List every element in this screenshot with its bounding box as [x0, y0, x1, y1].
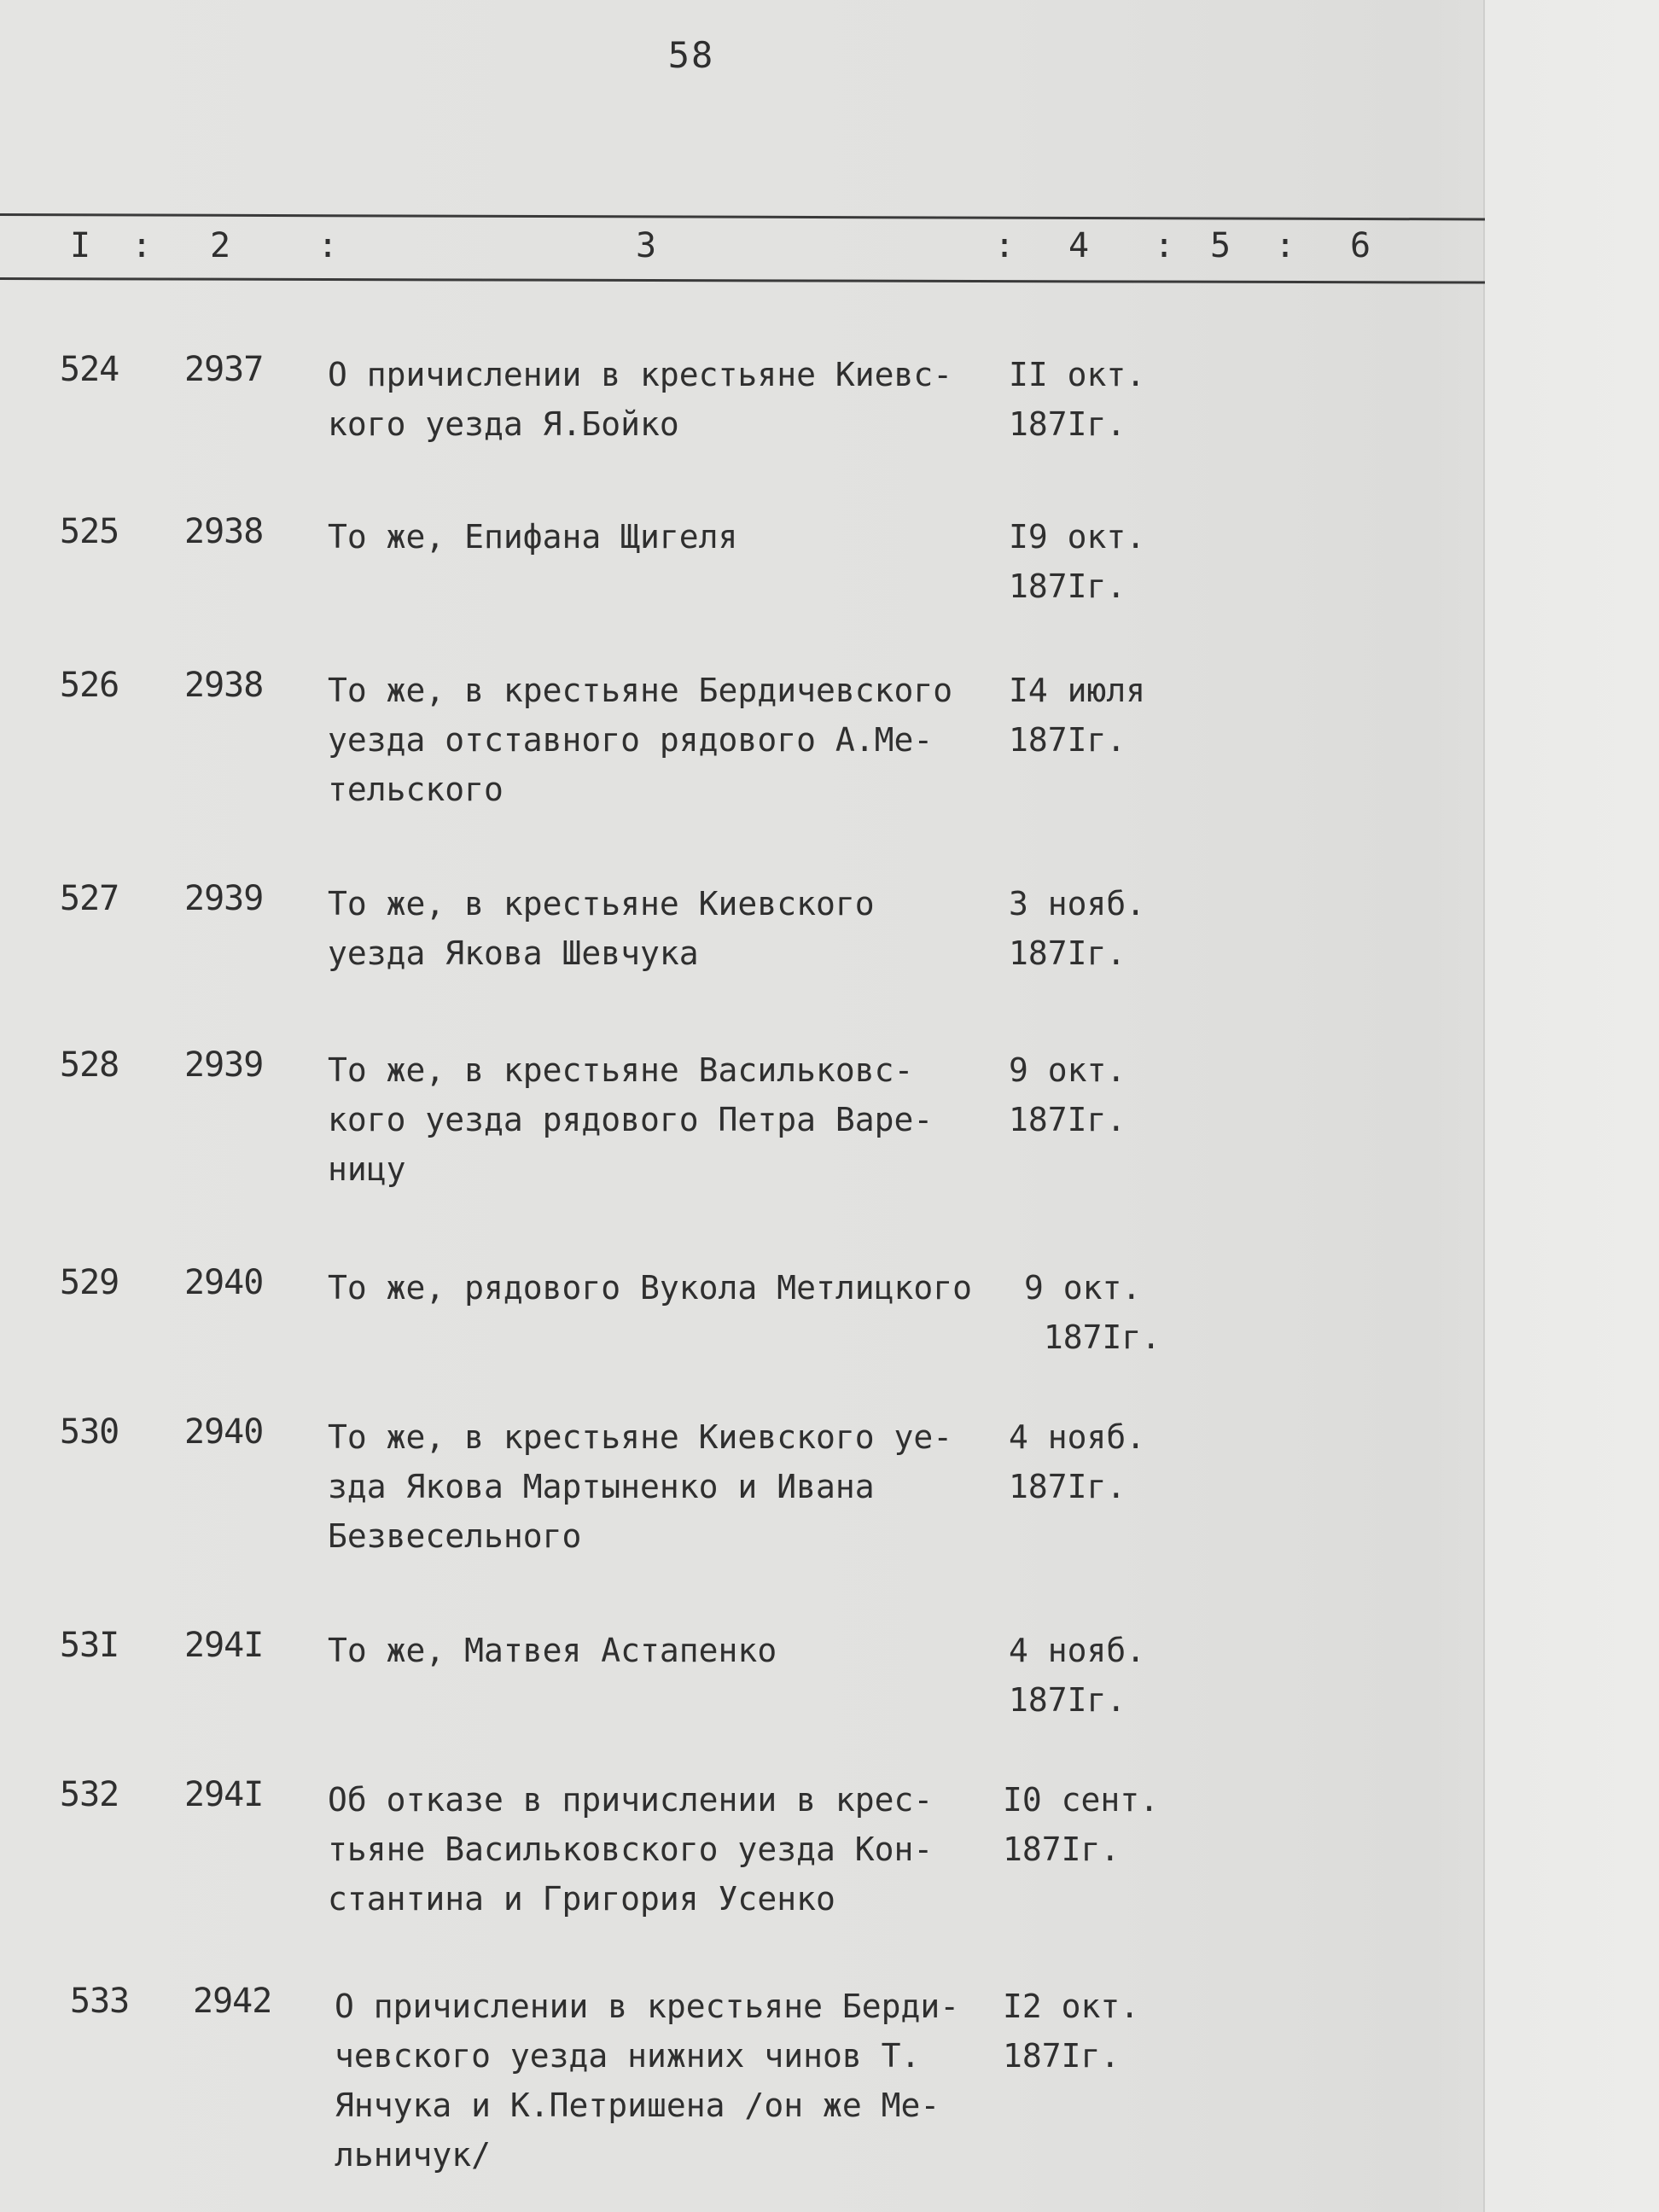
header-top-rule [0, 213, 1485, 220]
entry-date: II окт. 187Iг. [1009, 356, 1146, 443]
column-header-2: 2 [210, 226, 231, 265]
entry-reference: 2940 [184, 1263, 264, 1302]
column-separator: : [131, 226, 153, 265]
column-separator: : [1154, 226, 1175, 265]
entry-description: О причислении в крестьяне Берди- чевского уезда нижних чинов Т. Янчука и К.Петришена /он же Ме- льничук/ [335, 1988, 960, 2174]
entry-number: 528 [60, 1045, 119, 1085]
entry-date: 3 нояб. 187Iг. [1009, 885, 1146, 972]
entry-reference: 294I [184, 1626, 264, 1665]
entry-description: Об отказе в причислении в крес- тьяне Васильковского уезда Кон- стантина и Григория Усенко [328, 1781, 934, 1918]
entry-reference: 294I [184, 1775, 264, 1814]
entry-date: I9 окт. 187Iг. [1009, 518, 1146, 605]
entry-number: 524 [60, 350, 119, 389]
entry-number: 533 [70, 1982, 130, 2021]
entry-number: 526 [60, 666, 119, 705]
entry-description: То же, Матвея Астапенко [328, 1632, 777, 1669]
entry-date: I0 сент. 187Iг. [1003, 1781, 1160, 1868]
column-header-3: 3 [636, 226, 657, 265]
entry-number: 532 [60, 1775, 119, 1814]
column-header-4: 4 [1068, 226, 1090, 265]
entry-date: 9 окт. 187Iг. [1024, 1269, 1161, 1356]
column-header-5: 5 [1210, 226, 1231, 265]
entry-number: 525 [60, 512, 119, 551]
entry-date: 9 окт. 187Iг. [1009, 1051, 1126, 1138]
entry-description: То же, в крестьяне Васильковс- кого уезда рядового Петра Варе- ницу [328, 1051, 934, 1188]
entry-date: I4 июля 187Iг. [1009, 672, 1146, 759]
entry-reference: 2940 [184, 1412, 264, 1452]
entry-reference: 2939 [184, 879, 264, 918]
entry-date: 4 нояб. 187Iг. [1009, 1632, 1146, 1719]
entry-description: О причислении в крестьяне Киевс- кого уезда Я.Бойко [328, 356, 953, 443]
entry-reference: 2939 [184, 1045, 264, 1085]
entry-description: То же, Епифана Щигеля [328, 518, 738, 556]
page-number: 58 [667, 34, 715, 76]
entry-number: 53I [60, 1626, 119, 1665]
entry-description: То же, в крестьяне Бердичевского уезда отставного рядового А.Ме- тельского [328, 672, 953, 808]
column-separator: : [994, 226, 1016, 265]
entry-reference: 2937 [184, 350, 264, 389]
entry-number: 530 [60, 1412, 119, 1452]
page-margin [1483, 0, 1659, 2212]
entry-date: 4 нояб. 187Iг. [1009, 1418, 1146, 1505]
entry-reference: 2938 [184, 512, 264, 551]
entry-description: То же, рядового Вукола Метлицкого [328, 1269, 972, 1307]
column-separator: : [317, 226, 339, 265]
entry-number: 529 [60, 1263, 119, 1302]
column-header-6: 6 [1350, 226, 1371, 265]
header-bottom-rule [0, 277, 1485, 284]
column-header-1: I [70, 226, 91, 265]
entry-description: То же, в крестьяне Киевского уезда Якова Шевчука [328, 885, 875, 972]
entry-reference: 2938 [184, 666, 264, 705]
entry-number: 527 [60, 879, 119, 918]
entry-reference: 2942 [193, 1982, 272, 2021]
entry-date: I2 окт. 187Iг. [1003, 1988, 1140, 2075]
column-separator: : [1275, 226, 1296, 265]
entry-description: То же, в крестьяне Киевского уе- зда Якова Мартыненко и Ивана Безвесельного [328, 1418, 953, 1555]
